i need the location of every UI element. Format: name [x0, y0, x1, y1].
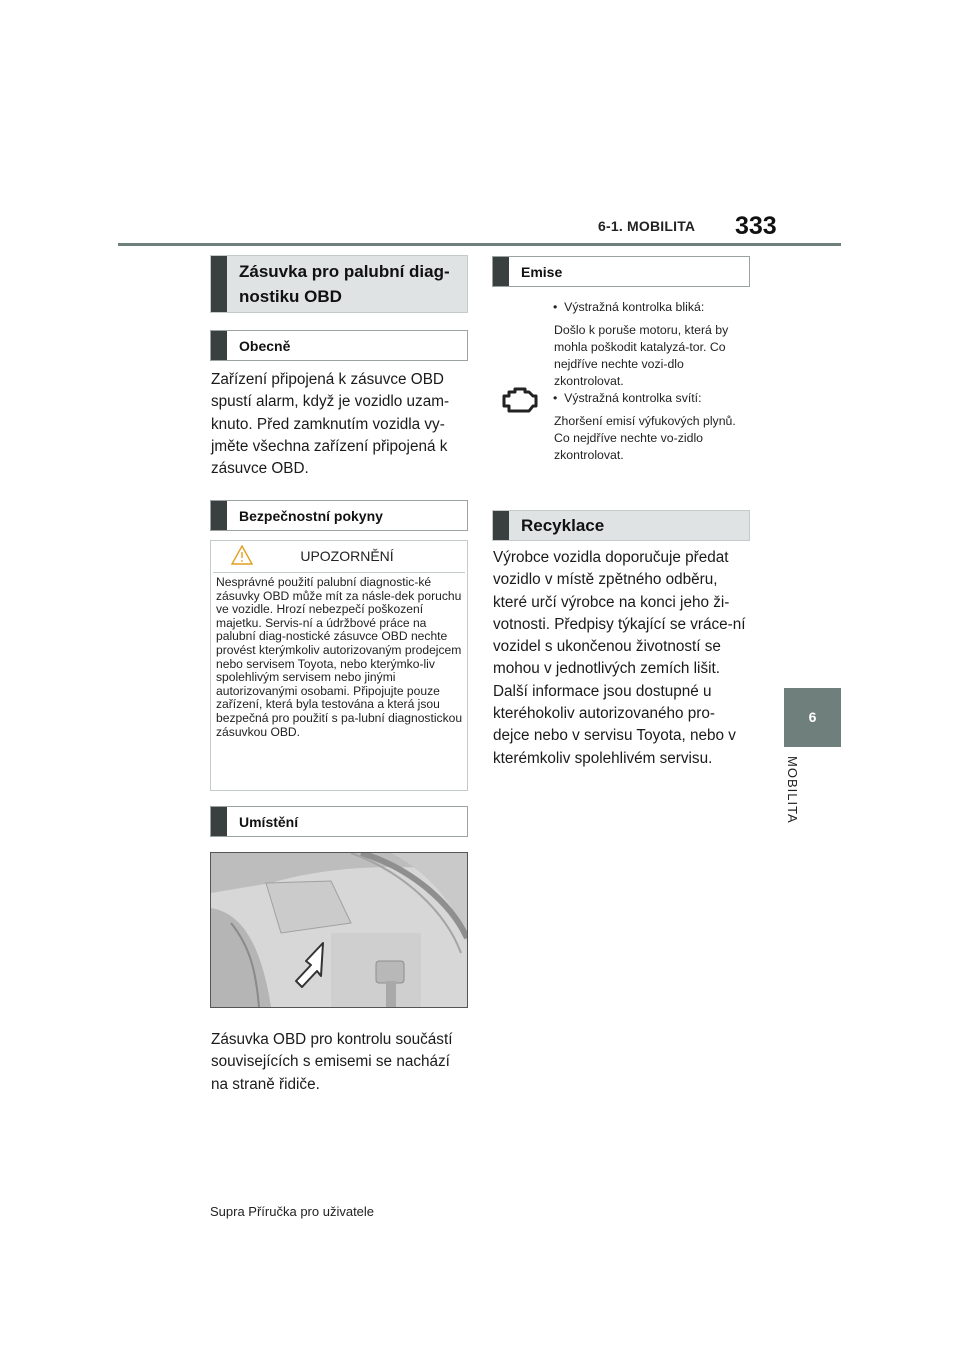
emissions-list — [553, 299, 753, 464]
section-title: 6-1. MOBILITA — [598, 218, 696, 234]
heading-bar — [493, 257, 509, 286]
emissions-bullet: Výstražná kontrolka svítí: — [564, 391, 702, 405]
footer-title: Supra Příručka pro uživatele — [210, 1204, 375, 1219]
heading-obd-socket-text: Zásuvka pro palubní diag- nostiku OBD — [239, 262, 450, 306]
heading-obd-socket — [210, 255, 468, 313]
heading-bar — [211, 807, 227, 836]
obd-location-illustration — [211, 853, 467, 1007]
warning-title: UPOZORNĚNÍ — [300, 548, 394, 564]
heading-recycling-text: Recyklace — [521, 516, 605, 535]
heading-safety — [210, 500, 468, 531]
location-caption: Zásuvka OBD pro kontrolu součástí souvisejících s emisemi se nachází na straně řidiče. — [211, 1031, 453, 1093]
header-rule — [118, 243, 841, 246]
heading-general — [210, 330, 468, 361]
emissions-item: • Výstražná kontrolka bliká: — [553, 300, 705, 314]
emissions-item-text: Došlo k poruše motoru, která by mohla poškodit katalyzá-tor. Co nejdříve nechte vozi-dlo zkontrolovat. — [554, 323, 729, 388]
heading-location-text: Umístění — [239, 813, 299, 830]
emissions-item: • Výstražná kontrolka svítí: — [553, 391, 702, 405]
heading-bar — [211, 331, 227, 360]
general-paragraph: Zařízení připojená k zásuvce OBD spustí alarm, když je vozidlo uzam-knuto. Před zamknutím vozidla vy-jměte všechna zařízení připojená k zásuvce OBD. — [211, 371, 450, 478]
emissions-bullet: Výstražná kontrolka bliká: — [564, 300, 705, 314]
heading-emissions — [492, 256, 750, 287]
engine-check-icon — [500, 386, 540, 416]
heading-bar — [493, 511, 509, 540]
recycling-paragraph: Výrobce vozidla doporučuje předat vozidlo v místě zpětného odběru, které určí výrobce na konci jeho ži-votnosti. Předpisy týkající se vrácе-ní vozidel s ukončenou životností se mohou v jednotlivých zemích lišit. Další informace jsou dostupné u kteréhokoliv autorizovaného pro-dejce nebo v servisu Toyota, nebo v kterémkoliv spolehlivém servisu. — [493, 549, 746, 767]
page-number: 333 — [735, 212, 777, 240]
obd-location-photo — [210, 852, 468, 1008]
heading-bar — [211, 501, 227, 530]
heading-emissions-text: Emise — [521, 263, 563, 280]
chapter-tab-label: MOBILITA — [785, 756, 800, 824]
emissions-item-text: Zhoršení emisí výfukových plynů. Co nejdříve nechte vo-zidlo zkontrolovat. — [554, 414, 736, 462]
warning-divider — [213, 572, 465, 573]
chapter-tab-number[interactable]: 6 — [784, 688, 841, 747]
heading-general-text: Obecně — [239, 337, 291, 354]
heading-safety-text: Bezpečnostní pokyny — [239, 507, 383, 524]
warning-box — [210, 540, 468, 791]
heading-location — [210, 806, 468, 837]
heading-bar — [211, 256, 227, 312]
heading-recycling — [492, 510, 750, 541]
warning-text: Nesprávné použití palubní diagnostic-ké zásuvky OBD může mít za násle-dek poruchu ve vozidle. Hrozí nebezpečí poškození majetku. Servis-ní a údržbové práce na palubní diag-nostické zásuvce OBD nechte provést kterýmkoliv autorizovaným prodejcem nebo servisem Toyota, nebo kterýmko-liv spolehlivým servisem nebo jinými autorizovanými osobami. Připojujte pouze zařízení, která byla testována a která jsou bezpečná pro použití s pa-lubní diagnostickou zásuvkou OBD. — [216, 575, 463, 739]
